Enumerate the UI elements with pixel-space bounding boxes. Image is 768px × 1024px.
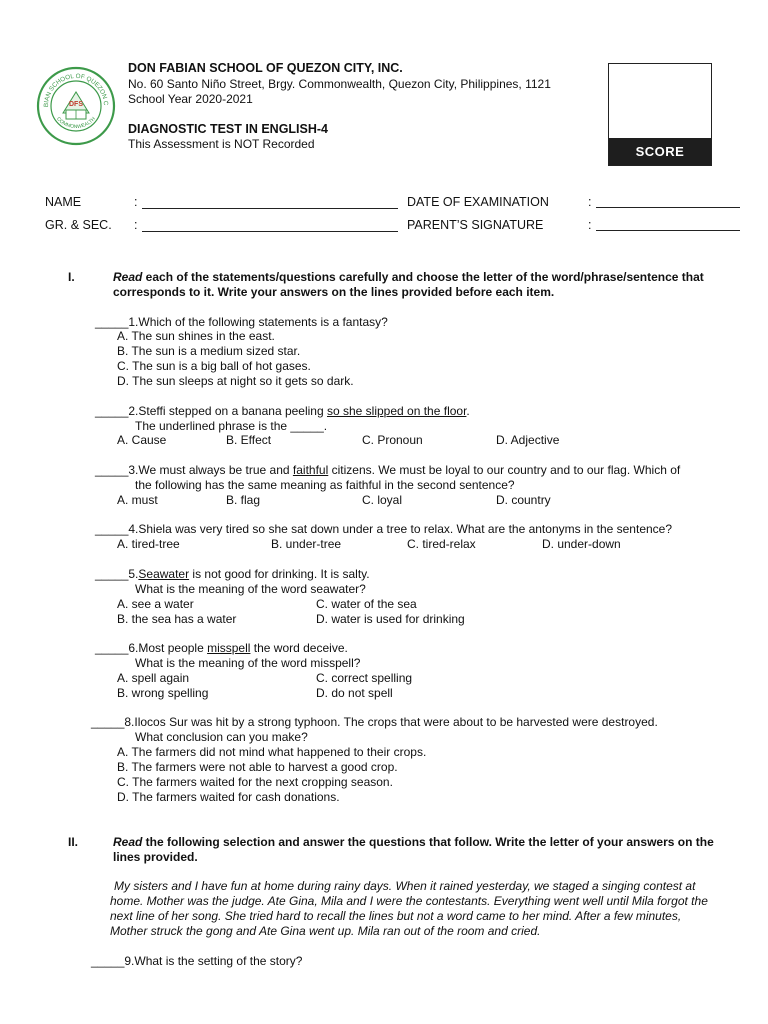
question-4: _____4.Shiela was very tired so she sat down under a tree to relax. What are the antonyms in the sentence? [95,522,673,536]
answer-blank[interactable]: _____ [95,567,129,581]
question-3-line2: the following has the same meaning as faithful in the second sentence? [135,478,515,492]
answer-blank[interactable]: _____ [91,954,125,968]
q3-option-a: A. must [117,493,158,507]
question-3: _____3.We must always be true and faithful citizens. We must be loyal to our country and to our flag. Which of [95,463,681,477]
parent-signature-colon: : [588,218,592,232]
q2-option-c: C. Pronoun [362,433,423,447]
school-seal [36,66,116,146]
q2-option-d: D. Adjective [496,433,560,447]
q4-option-d: D. under-down [542,537,621,551]
q1-option-b: B. The sun is a medium sized star. [117,344,301,358]
question-2-line2: The underlined phrase is the _____. [135,419,328,433]
section-2-numeral: II. [68,835,79,849]
q1-option-a: A. The sun shines in the east. [117,329,275,343]
question-8-line2: What conclusion can you make? [135,730,308,744]
name-line[interactable] [142,208,398,209]
q5-option-d: D. water is used for drinking [316,612,465,626]
answer-blank[interactable]: _____ [95,641,129,655]
q4-option-b: B. under-tree [271,537,342,551]
date-exam-label: DATE OF EXAMINATION [407,195,549,209]
q3-option-d: D. country [496,493,551,507]
q8-option-a: A. The farmers did not mind what happened to their crops. [117,745,427,759]
section-1-numeral: I. [68,270,75,284]
name-label: NAME [45,195,82,209]
date-exam-colon: : [588,195,592,209]
answer-blank[interactable]: _____ [95,522,129,536]
q3-option-c: C. loyal [362,493,403,507]
q2-option-b: B. Effect [226,433,272,447]
q5-option-b: B. the sea has a water [117,612,237,626]
parent-signature-line[interactable] [596,230,740,231]
score-label: SCORE [609,138,711,165]
question-8: _____8.Ilocos Sur was hit by a strong typhoon. The crops that were about to be harvested were destroyed. [91,715,658,729]
answer-blank[interactable]: _____ [95,463,129,477]
q8-option-c: C. The farmers waited for the next cropping season. [117,775,393,789]
school-address: No. 60 Santo Niño Street, Brgy. Commonwealth, Quezon City, Philippines, 1121 [128,77,551,91]
q5-option-c: C. water of the sea [316,597,417,611]
question-6: _____6.Most people misspell the word deceive. [95,641,348,655]
question-1: _____1.Which of the following statements is a fantasy? [95,315,388,329]
school-year: School Year 2020-2021 [128,92,253,106]
section-1-instructions: Read each of the statements/questions carefully and choose the letter of the word/phrase/sentence that corresponds to it. Write your answers on the lines provided before each item. [113,270,704,299]
q1-option-c: C. The sun is a big ball of hot gases. [117,359,311,373]
svg-text:DON FABIAN SCHOOL OF QUEZON CI: BIAN SCHOOL OF QUEZON C [42,72,110,108]
q8-option-d: D. The farmers waited for cash donations. [117,790,340,804]
date-exam-line[interactable] [596,207,740,208]
score-box [608,63,712,166]
svg-text:DFS: DFS [69,101,83,108]
parent-signature-label: PARENT’S SIGNATURE [407,218,544,232]
q6-option-d: D. do not spell [316,686,393,700]
q4-option-c: C. tired-relax [407,537,476,551]
record-note: This Assessment is NOT Recorded [128,137,315,151]
q6-option-a: A. spell again [117,671,190,685]
name-colon: : [134,195,138,209]
question-5-line2: What is the meaning of the word seawater? [135,582,366,596]
answer-blank[interactable]: _____ [91,715,125,729]
q3-option-b: B. flag [226,493,261,507]
question-6-line2: What is the meaning of the word misspell? [135,656,361,670]
question-2: _____2.Steffi stepped on a banana peeling so she slipped on the floor. [95,404,470,418]
section-2-instructions: Read the following selection and answer the questions that follow. Write the letter of your answers on the lines provided. [113,835,714,864]
grade-section-colon: : [134,218,138,232]
svg-text:COMMONWEALTH: COMMONWEALTH [55,116,97,131]
story-passage: My sisters and I have fun at home during rainy days. When it rained yesterday, we staged a singing contest at home. Mother was the judge. Ate Gina, Mila and I were the contestants. Everything went well until Mila forgot the next line of her song. She tried hard to recall the lines but not a word came to her mind. After a few minutes, Mother struck the gong and Ate Gina went up. Mila ran out of the room and cried. [110,879,708,938]
grade-section-label: GR. & SEC. [45,218,112,232]
q6-option-c: C. correct spelling [316,671,413,685]
school-name: DON FABIAN SCHOOL OF QUEZON CITY, INC. [128,61,403,75]
grade-section-line[interactable] [142,231,398,232]
q4-option-a: A. tired-tree [117,537,180,551]
q1-option-d: D. The sun sleeps at night so it gets so dark. [117,374,354,388]
answer-blank[interactable]: _____ [95,315,129,329]
answer-blank[interactable]: _____ [95,404,129,418]
test-title: DIAGNOSTIC TEST IN ENGLISH-4 [128,122,329,136]
q2-option-a: A. Cause [117,433,167,447]
q5-option-a: A. see a water [117,597,194,611]
q8-option-b: B. The farmers were not able to harvest a good crop. [117,760,398,774]
question-5: _____5.Seawater is not good for drinking. It is salty. [95,567,370,581]
question-9: _____9.What is the setting of the story? [91,954,303,968]
q6-option-b: B. wrong spelling [117,686,209,700]
